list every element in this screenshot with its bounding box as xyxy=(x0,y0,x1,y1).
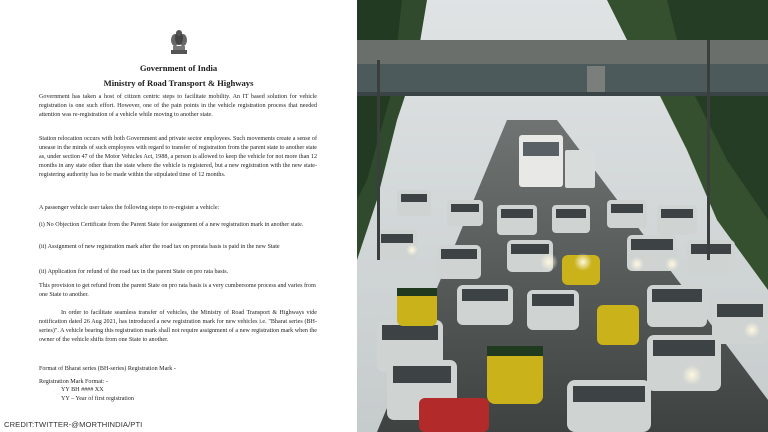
traffic-jam-photo xyxy=(357,0,768,432)
format-line-1: YY BH #### XX xyxy=(61,387,104,394)
registration-format-block xyxy=(39,378,317,403)
paragraph-text: Format of Bharat series (BH-series) Registration Mark - xyxy=(39,366,176,372)
paragraph-text: (ii) Application for refund of the road tax in the parent State on pro rata basis. xyxy=(39,269,229,275)
step-1 xyxy=(39,221,317,230)
photo-credit: CREDIT:TWITTER-@MORTHINDIA/PTI xyxy=(0,418,146,432)
paragraph-steps-intro xyxy=(39,204,317,213)
step-2 xyxy=(39,243,317,252)
paragraph-text: (i) No Objection Certificate from the Parent State for assignment of a new registration mark in another state. xyxy=(39,222,304,228)
paragraph-text: This provision to get refund from the parent State on pro rata basis is a very cumbersome process and varies from one State to another. xyxy=(39,283,316,298)
step-3 xyxy=(39,268,317,277)
paragraph-format-heading xyxy=(39,365,317,374)
paragraph-text: Government has taken a host of citizen centric steps to facilitate mobility. An IT based solution for vehicle registration is one such effort. However, one of the pain points in the vehicle registration process that needed attention was re-registration of a vehicle while moving to another state. xyxy=(39,94,317,118)
format-label: Registration Mark Format: - xyxy=(39,379,108,385)
paragraph-text: (ii) Assignment of new registration mark after the road tax on prorata basis is paid in the new State xyxy=(39,244,280,250)
paragraph-refund xyxy=(39,282,317,300)
traffic-photo xyxy=(357,0,768,432)
format-line-2: YY – Year of first registration xyxy=(61,395,134,402)
notification-document xyxy=(0,0,357,432)
paragraph-text: In order to facilitate seamless transfer of vehicles, the Ministry of Road Transport & Highways vide notification dated 26 Aug 2021, has introduced a new registration mark for new vehicles i.e. "Bharat series (BH-series)". A vehicle bearing this registration mark shall not require assignment of a new registration mark when the owner of the vehicle shifts from one State to another. xyxy=(39,310,317,343)
paragraph-bh-series xyxy=(39,309,317,345)
paragraph-relocation xyxy=(39,135,317,180)
paragraph-text: Station relocation occurs with both Government and private sector employees. Such movements create a sense of unease in the minds of such employees with regard to transfer of registration from the parent state to another state as, under section 47 of the Motor Vehicles Act, 1988, a person is allowed to keep the vehicle for not more than 12 months in any state other than the state where the vehicle is registered, but a new registration with the new state- registering authority has to be made within the stipulated time of 12 months. xyxy=(39,136,317,178)
paragraph-text: A passenger vehicle user takes the following steps to re-register a vehicle: xyxy=(39,205,220,211)
document-header-ministry: Ministry of Road Transport & Highways xyxy=(103,78,254,88)
paragraph-intro xyxy=(39,93,317,120)
document-header-government: Government of India xyxy=(139,63,218,73)
national-emblem-icon xyxy=(167,28,191,56)
